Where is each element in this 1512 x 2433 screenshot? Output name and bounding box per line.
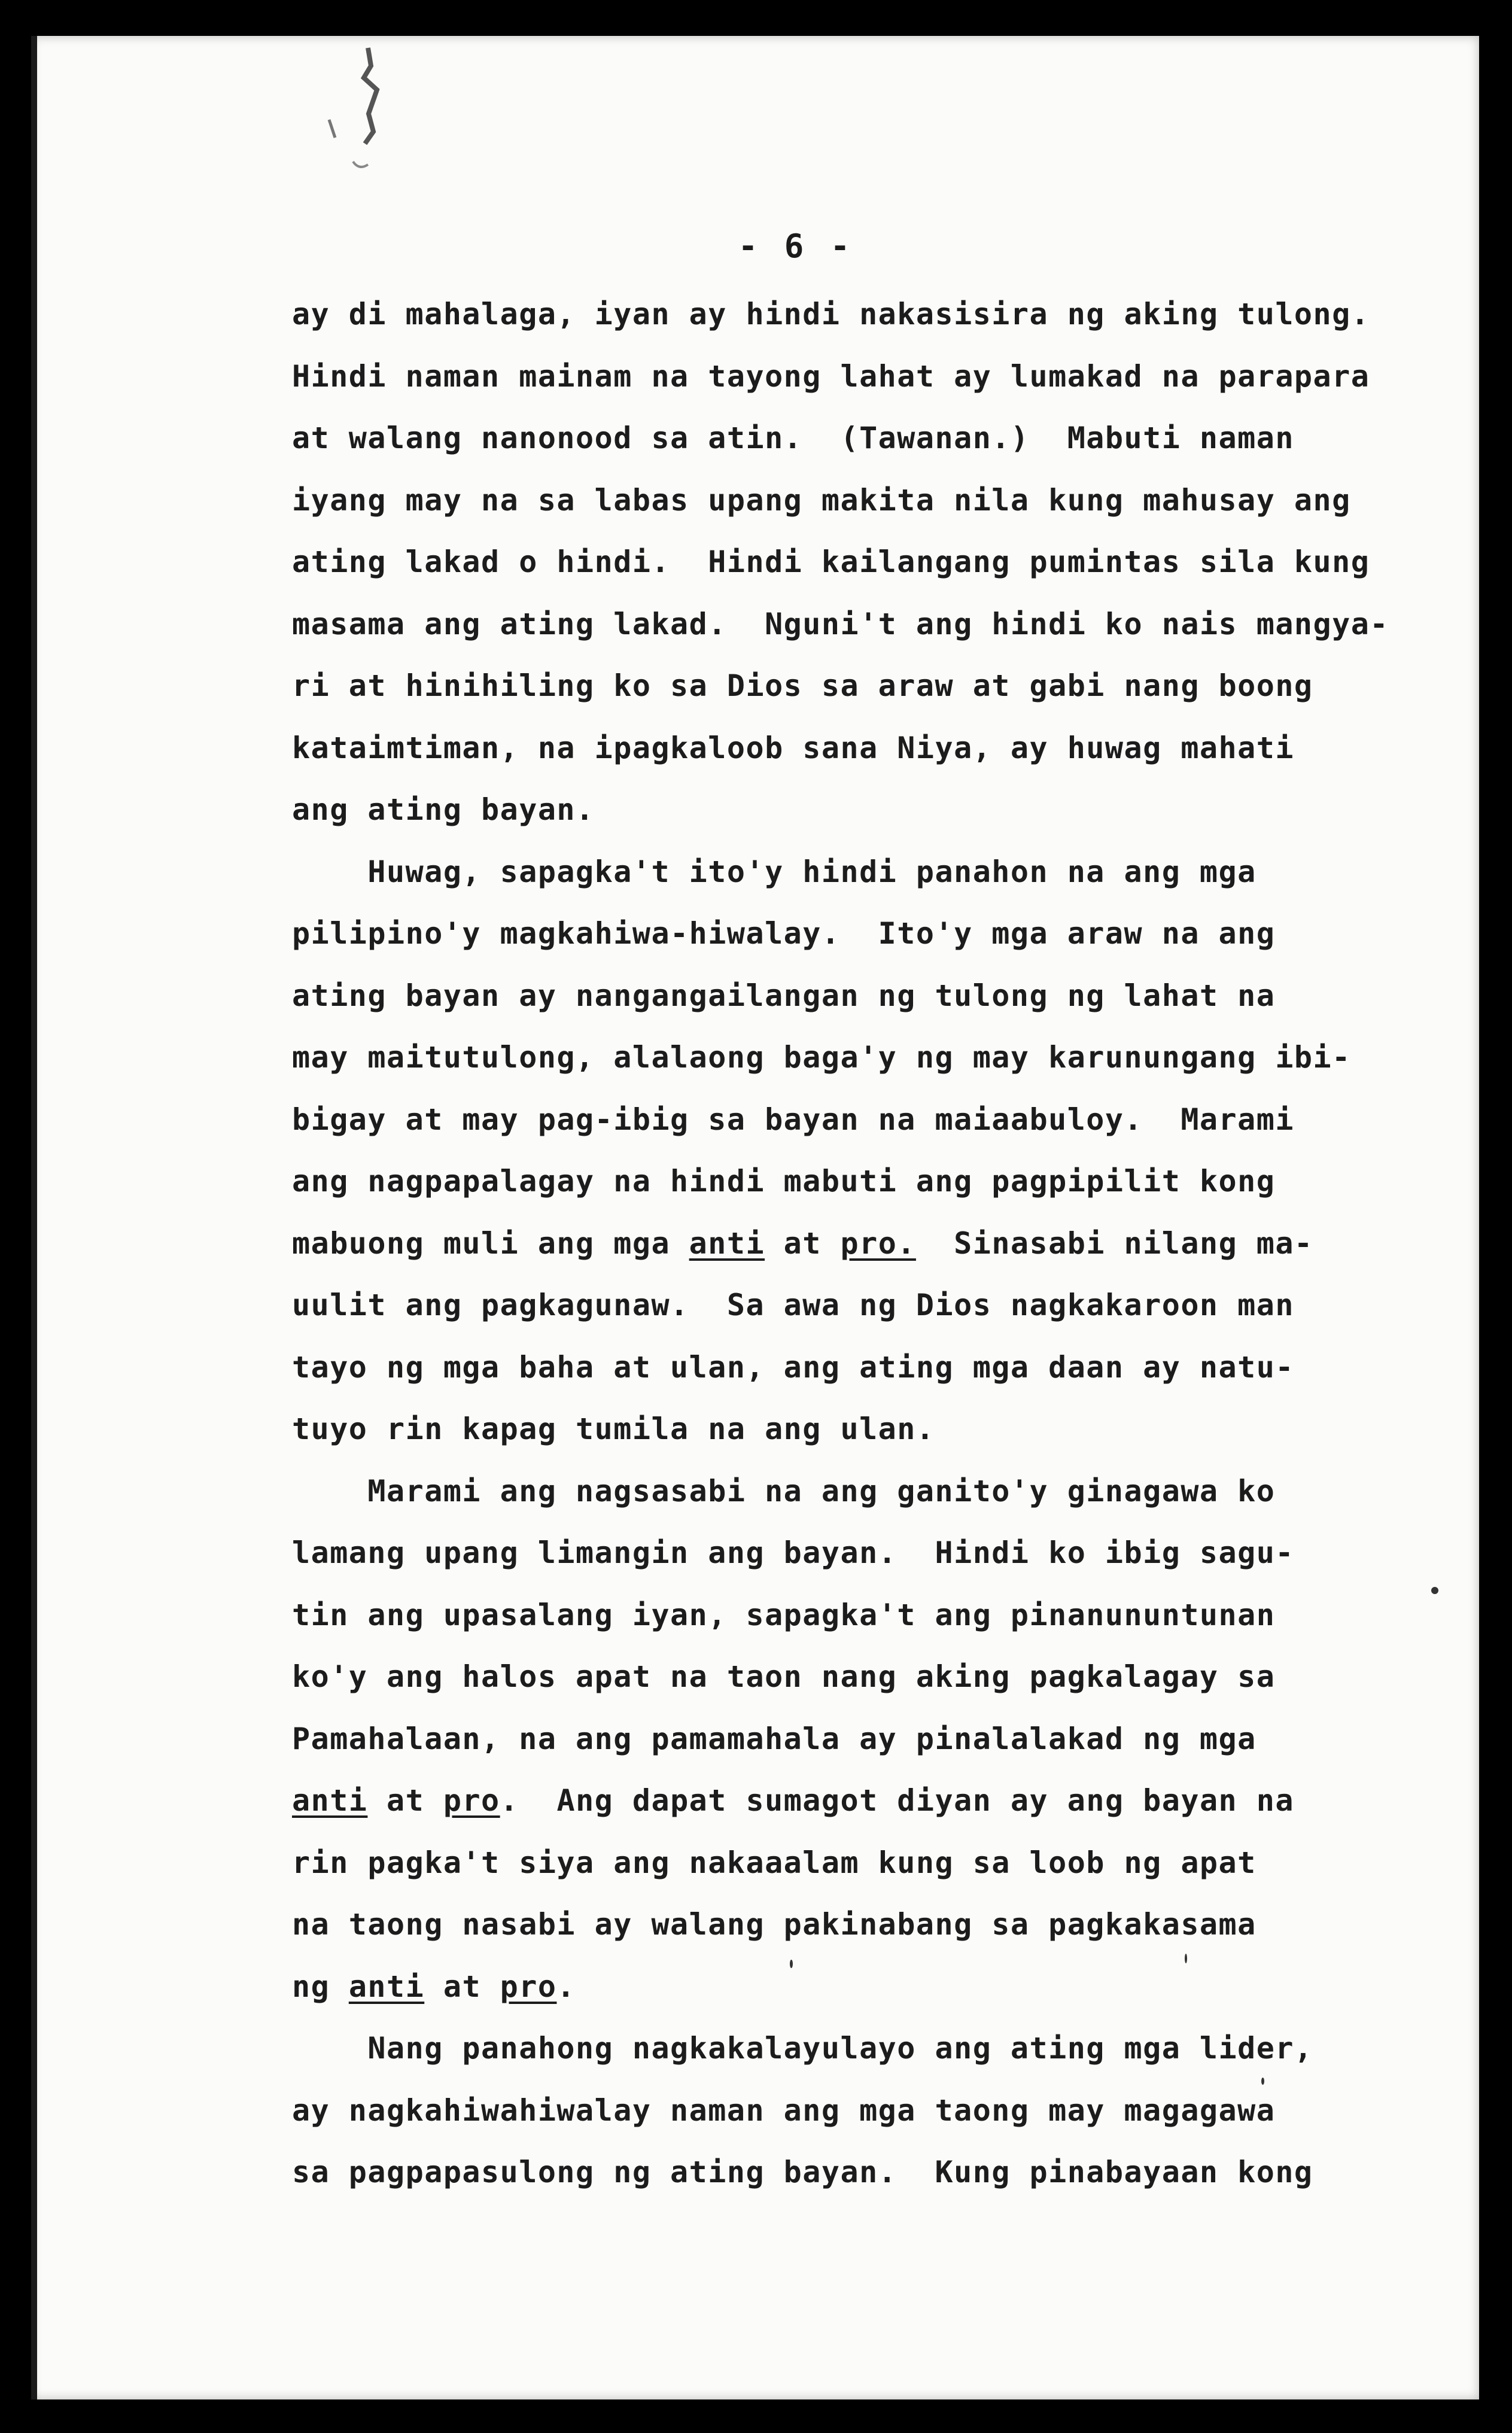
text-segment: uulit ang pagkagunaw. Sa awa ng Dios nagkakaroon man: [292, 1288, 1294, 1322]
text-line: [292, 1039, 1351, 1075]
text-line: [292, 1535, 1294, 1571]
text-line: [292, 1969, 576, 2005]
text-segment: tayo ng mga baha at ulan, ang ating mga daan ay natu-: [292, 1349, 1294, 1385]
text-line: [292, 1473, 1275, 1509]
text-line: [292, 1349, 1294, 1385]
underlined-word: pro: [500, 1969, 557, 2004]
text-segment: ng: [292, 1969, 349, 2004]
paper-speck: [1185, 1954, 1187, 1963]
text-segment: at: [424, 1969, 500, 2004]
text-line: [292, 1287, 1294, 1323]
text-segment: ang nagpapalagay na hindi mabuti ang pagpipilit kong: [292, 1164, 1276, 1199]
text-segment: lamang upang limangin ang bayan. Hindi ko ibig sagu-: [292, 1535, 1294, 1570]
text-line: [292, 916, 1275, 951]
text-line: [292, 730, 1294, 766]
text-segment: kataimtiman, na ipagkaloob sana Niya, ay huwag mahati: [292, 730, 1294, 765]
text-segment: .: [556, 1969, 576, 2004]
text-line: [292, 1783, 1294, 1818]
text-segment: na taong nasabi ay walang pakinabang sa pagkakasama: [292, 1907, 1257, 1942]
text-segment: pilipino'y magkahiwa-hiwalay. Ito'y mga araw na ang: [292, 916, 1276, 951]
text-segment: may maitutulong, alalaong baga'y ng may karunungang ibi-: [292, 1040, 1351, 1075]
text-segment: . Ang dapat sumagot diyan ay ang bayan na: [500, 1783, 1294, 1818]
page-edge-shadow: [31, 36, 37, 2399]
underlined-word: anti: [348, 1969, 425, 2004]
text-segment: Pamahalaan, na ang pamamahala ay pinalalakad ng mga: [292, 1721, 1257, 1756]
text-line: [292, 1845, 1257, 1881]
underlined-word: anti: [292, 1783, 368, 1818]
text-line: [292, 1163, 1275, 1199]
text-segment: ay di mahalaga, iyan ay hindi nakasisira ng aking tulong.: [292, 297, 1370, 332]
text-segment: Marami ang nagsasabi na ang ganito'y ginagawa ko: [292, 1473, 1276, 1509]
text-segment: iyang may na sa labas upang makita nila kung mahusay ang: [292, 482, 1351, 518]
text-segment: masama ang ating lakad. Nguni't ang hindi ko nais mangya-: [292, 606, 1389, 641]
text-line: [292, 358, 1370, 394]
underlined-word: pro: [443, 1783, 500, 1818]
text-segment: ating lakad o hindi. Hindi kailangang pumintas sila kung: [292, 545, 1370, 579]
text-line: [292, 1102, 1294, 1138]
text-line: [292, 420, 1294, 456]
text-line: [292, 2030, 1313, 2066]
text-segment: Sinasabi nilang ma-: [915, 1225, 1313, 1261]
text-segment: sa pagpapasulong ng ating bayan. Kung pinabayaan kong: [292, 2155, 1313, 2189]
underlined-word: pro.: [840, 1225, 916, 1261]
text-line: [292, 482, 1351, 518]
text-line: [292, 792, 595, 828]
text-line: [292, 1225, 1313, 1261]
ink-mark-icon: [311, 42, 395, 180]
text-segment: ri at hinihiling ko sa Dios sa araw at gabi nang boong: [292, 668, 1313, 703]
text-segment: Hindi naman mainam na tayong lahat ay lumakad na parapara: [292, 358, 1370, 394]
text-line: [292, 854, 1257, 890]
text-segment: ating bayan ay nangangailangan ng tulong ng lahat na: [292, 978, 1276, 1013]
text-segment: Nang panahong nagkakalayulayo ang ating mga lider,: [292, 2031, 1313, 2066]
page-number: - 6 -: [738, 227, 854, 265]
text-line: [292, 606, 1389, 642]
text-segment: bigay at may pag-ibig sa bayan na maiaabuloy. Marami: [292, 1102, 1294, 1137]
text-line: [292, 668, 1313, 704]
text-segment: ang ating bayan.: [292, 792, 595, 827]
paper-speck: [1261, 2078, 1264, 2085]
text-segment: mabuong muli ang mga: [292, 1225, 689, 1261]
text-line: [292, 1721, 1257, 1757]
paper-speck: [790, 1960, 793, 1968]
text-segment: tuyo rin kapag tumila na ang ulan.: [292, 1412, 935, 1446]
text-segment: ko'y ang halos apat na taon nang aking pagkalagay sa: [292, 1659, 1276, 1694]
text-segment: rin pagka't siya ang nakaaalam kung sa loob ng apat: [292, 1845, 1257, 1880]
text-line: [292, 296, 1370, 332]
text-segment: at walang nanonood sa atin. (Tawanan.) Mabuti naman: [292, 421, 1294, 455]
text-segment: at: [765, 1225, 841, 1261]
text-line: [292, 1659, 1275, 1695]
text-segment: ay nagkahiwahiwalay naman ang mga taong may magagawa: [292, 2093, 1276, 2128]
underlined-word: anti: [689, 1225, 765, 1261]
text-line: [292, 1411, 935, 1447]
text-line: [292, 2093, 1275, 2128]
text-segment: at: [367, 1783, 443, 1818]
text-segment: tin ang upasalang iyan, sapagka't ang pinanununtunan: [292, 1597, 1276, 1632]
paper-speck: [1431, 1587, 1438, 1594]
text-segment: Huwag, sapagka't ito'y hindi panahon na ang mga: [292, 854, 1257, 889]
text-line: [292, 2154, 1313, 2190]
text-line: [292, 1597, 1275, 1633]
text-line: [292, 1906, 1257, 1942]
text-line: [292, 978, 1275, 1014]
text-line: [292, 544, 1370, 580]
